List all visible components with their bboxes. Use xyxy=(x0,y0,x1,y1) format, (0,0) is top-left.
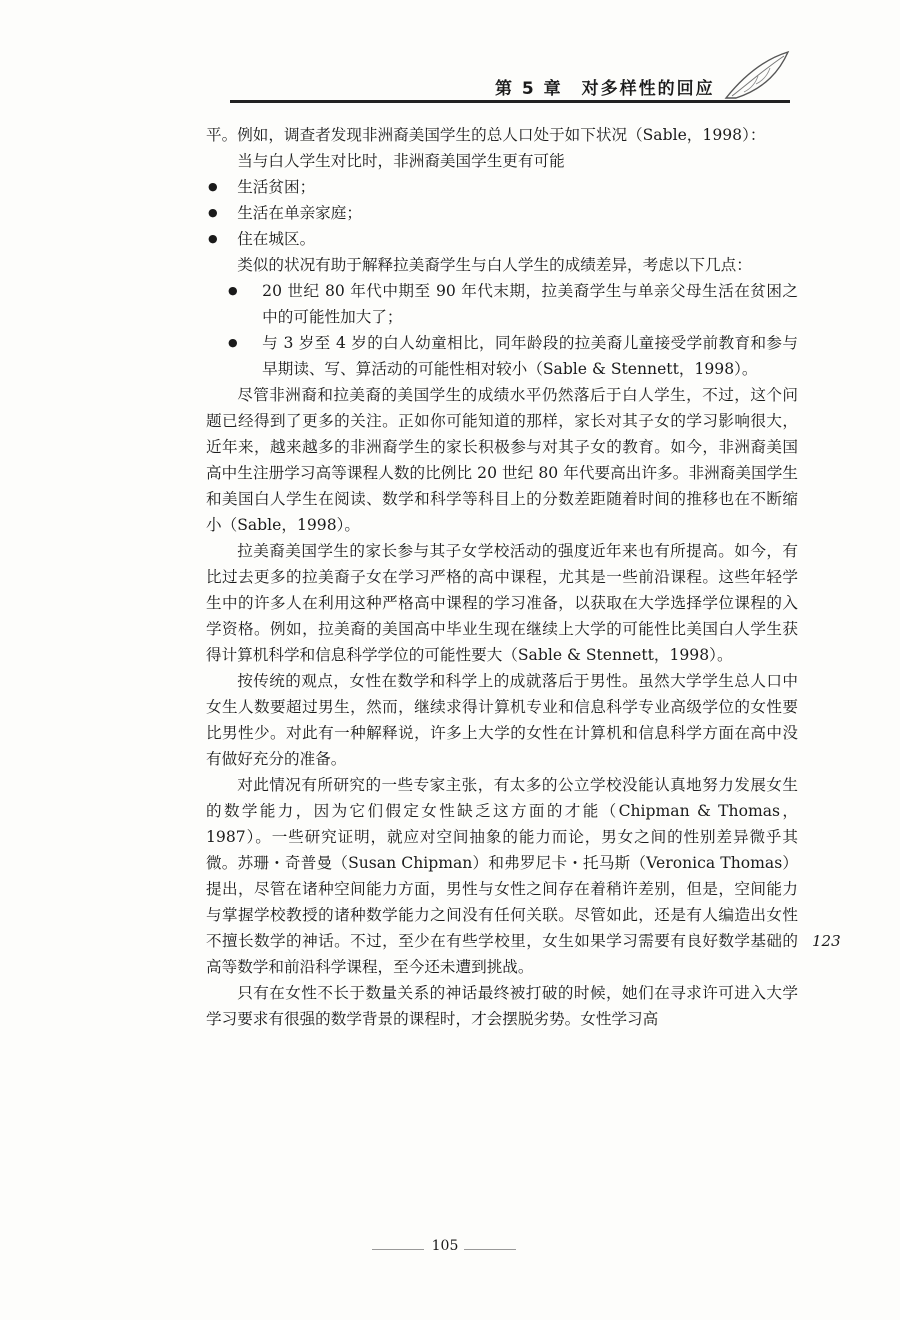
margin-page-reference: 123 xyxy=(812,932,841,950)
page-number: 105 xyxy=(431,1238,459,1254)
list-item: ● 与 3 岁至 4 岁的白人幼童相比，同年龄段的拉美裔儿童接受学前教育和参与早期读、写、算活动的可能性相对较小（Sable & Stennett，1998）。 xyxy=(206,330,798,382)
paragraph-7: 只有在女性不长于数量关系的神话最终被打破的时候，她们在寻求许可进入大学学习要求有很强的数学背景的课程时，才会摆脱劣势。女性学习高 xyxy=(206,984,798,1028)
footer-rule-left xyxy=(372,1249,424,1250)
paragraph-1: 平。例如，调查者发现非洲裔美国学生的总人口处于如下状况（Sable，1998）： xyxy=(206,126,766,144)
list-item: ● 生活贫困； xyxy=(206,174,798,200)
list-item: ● 生活在单亲家庭； xyxy=(206,200,798,226)
paragraph-6: 对此情况有所研究的一些专家主张，有太多的公立学校没能认真地努力发展女生的数学能力，因为它们假定女性缺乏这方面的才能（Chipman & Thomas，1987）。一些研究证明，就应对空间抽象的能力而论，男女之间的性别差异微乎其微。苏珊・奇普曼（Susan Chipman）和弗罗尼卡・托马斯（Veronica Thomas）提出，尽管在诸种空间能力方面，男性与女性之间存在着稍许差别，但是，空间能力与掌握学校教授的诸种数学能力之间没有任何关联。尽管如此，还是有人编造出女性不擅长数学的神话。不过，至少在有些学校里，女生如果学习需要有良好数学基础的高等数学和前沿科学课程，至今还未遭到挑战。 xyxy=(206,776,798,976)
paragraph-4: 拉美裔美国学生的家长参与其子女学校活动的强度近年来也有所提高。如今，有比过去更多的拉美裔子女在学习严格的高中课程，尤其是一些前沿课程。这些年轻学生中的许多人在利用这种严格高中课程的学习准备，以获取在大学选择学位课程的入学资格。例如，拉美裔的美国高中毕业生现在继续上大学的可能性比美国白人学生获得计算机科学和信息科学学位的可能性要大（Sable & Stennett，1998）。 xyxy=(206,542,798,664)
list-intro: 当与白人学生对比时，非洲裔美国学生更有可能 xyxy=(237,152,565,170)
page-footer xyxy=(0,1236,900,1266)
bullet-list-2 xyxy=(206,278,798,382)
header-rule xyxy=(230,100,790,103)
footer-rule-right xyxy=(464,1249,516,1250)
list-item: ● 住在城区。 xyxy=(206,226,798,252)
chapter-title: 第 5 章 对多样性的回应 xyxy=(495,79,715,99)
bullet-list-1 xyxy=(206,174,798,252)
paragraph-5: 按传统的观点，女性在数学和科学上的成就落后于男性。虽然大学学生总人口中女生人数要超过男生，然而，继续求得计算机专业和信息科学专业高级学位的女性要比男性少。对此有一种解释说，许多上大学的女性在计算机和信息科学方面在高中没有做好充分的准备。 xyxy=(206,672,798,768)
running-header xyxy=(0,0,900,110)
list-item: ● 20 世纪 80 年代中期至 90 年代末期，拉美裔学生与单亲父母生活在贫困之中的可能性加大了； xyxy=(206,278,798,330)
paragraph-2: 类似的状况有助于解释拉美裔学生与白人学生的成绩差异，考虑以下几点： xyxy=(237,256,752,274)
leaf-ornament-icon xyxy=(722,48,792,102)
body-text xyxy=(206,122,798,1032)
paragraph-3: 尽管非洲裔和拉美裔的美国学生的成绩水平仍然落后于白人学生，不过，这个问题已经得到了更多的关注。正如你可能知道的那样，家长对其子女的学习影响很大，近年来，越来越多的非洲裔学生的家长积极参与对其子女的教育。如今，非洲裔美国高中生注册学习高等课程人数的比例比 20 世纪 80 年代要高出许多。非洲裔美国学生和美国白人学生在阅读、数学和科学等科目上的分数差距随着时间的推移也在不断缩小（Sable，1998）。 xyxy=(206,386,798,534)
